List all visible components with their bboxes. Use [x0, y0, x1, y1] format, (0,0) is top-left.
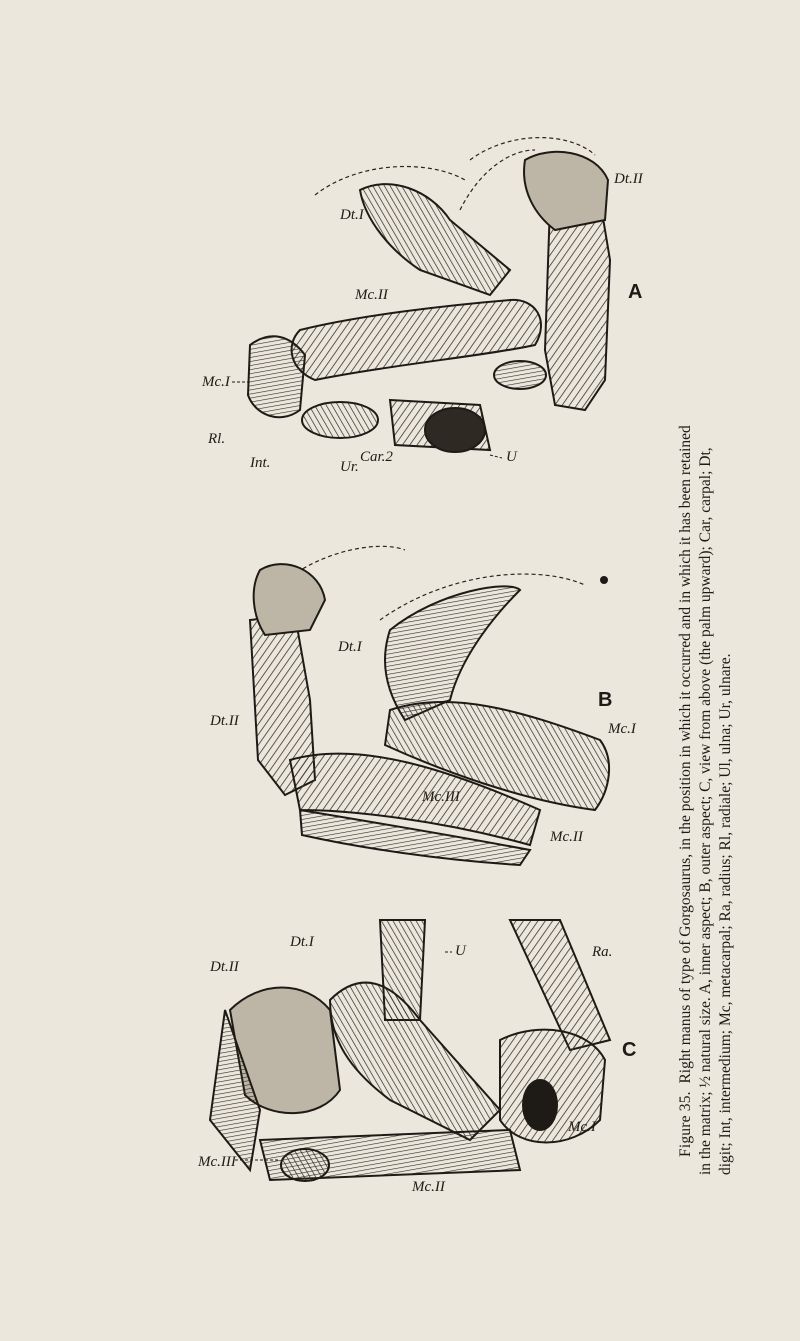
panel-letter-c: C: [622, 1039, 637, 1061]
label-c-mc1: Mc.I: [568, 1119, 596, 1135]
label-a-ur: Ur.: [340, 459, 359, 475]
panel-c-drawing: [210, 920, 613, 1181]
caption-line-2: in the matrix; ½ natural size. A, inner aspect; B, outer aspect; C, view from above (the palm upward); Car, carpal; Dt,: [697, 447, 714, 1175]
label-c-mc2: Mc.II: [412, 1179, 445, 1195]
label-c-mc3: Mc.III: [198, 1154, 236, 1170]
label-b-dt2: Dt.II: [210, 713, 239, 729]
figure-plate: [190, 120, 660, 1220]
label-c-dt1: Dt.I: [290, 934, 314, 950]
caption-line-1: [676, 125, 696, 1175]
label-b-dt1: Dt.I: [338, 639, 362, 655]
figure-number: Figure 35.: [677, 1091, 694, 1157]
label-a-rl: Rl.: [208, 431, 226, 447]
panel-letter-a: A: [628, 281, 643, 303]
panel-b-drawing: [250, 546, 609, 865]
label-c-ra: Ra.: [592, 944, 613, 960]
label-a-dt1: Dt.I: [340, 207, 364, 223]
label-a-dt2: Dt.II: [614, 171, 643, 187]
manus-illustration: [190, 120, 660, 1220]
panel-a-drawing: [232, 138, 610, 458]
label-a-u: U: [506, 449, 517, 465]
figure-caption: [676, 125, 756, 1175]
label-b-mc3: Mc.III: [422, 789, 460, 805]
label-a-mc2: Mc.II: [355, 287, 388, 303]
panel-letter-b: B: [598, 689, 613, 711]
label-a-car2: Car.2: [360, 449, 393, 465]
label-b-mc2: Mc.II: [550, 829, 583, 845]
label-a-mc1: Mc.I: [202, 374, 230, 390]
caption-line-3: digit; Int, intermedium; Mc, metacarpal; Ra, radius; Rl, radiale; Ul, ulna; Ur, ulnare.: [717, 653, 734, 1175]
label-b-mc1: Mc.I: [608, 721, 636, 737]
label-c-u: U: [455, 943, 466, 959]
label-a-int: Int.: [250, 455, 271, 471]
caption-line-1-text: Right manus of type of Gorgosaurus, in the position in which it occurred and in which it has been retained: [677, 425, 694, 1084]
label-c-dt2: Dt.II: [210, 959, 239, 975]
